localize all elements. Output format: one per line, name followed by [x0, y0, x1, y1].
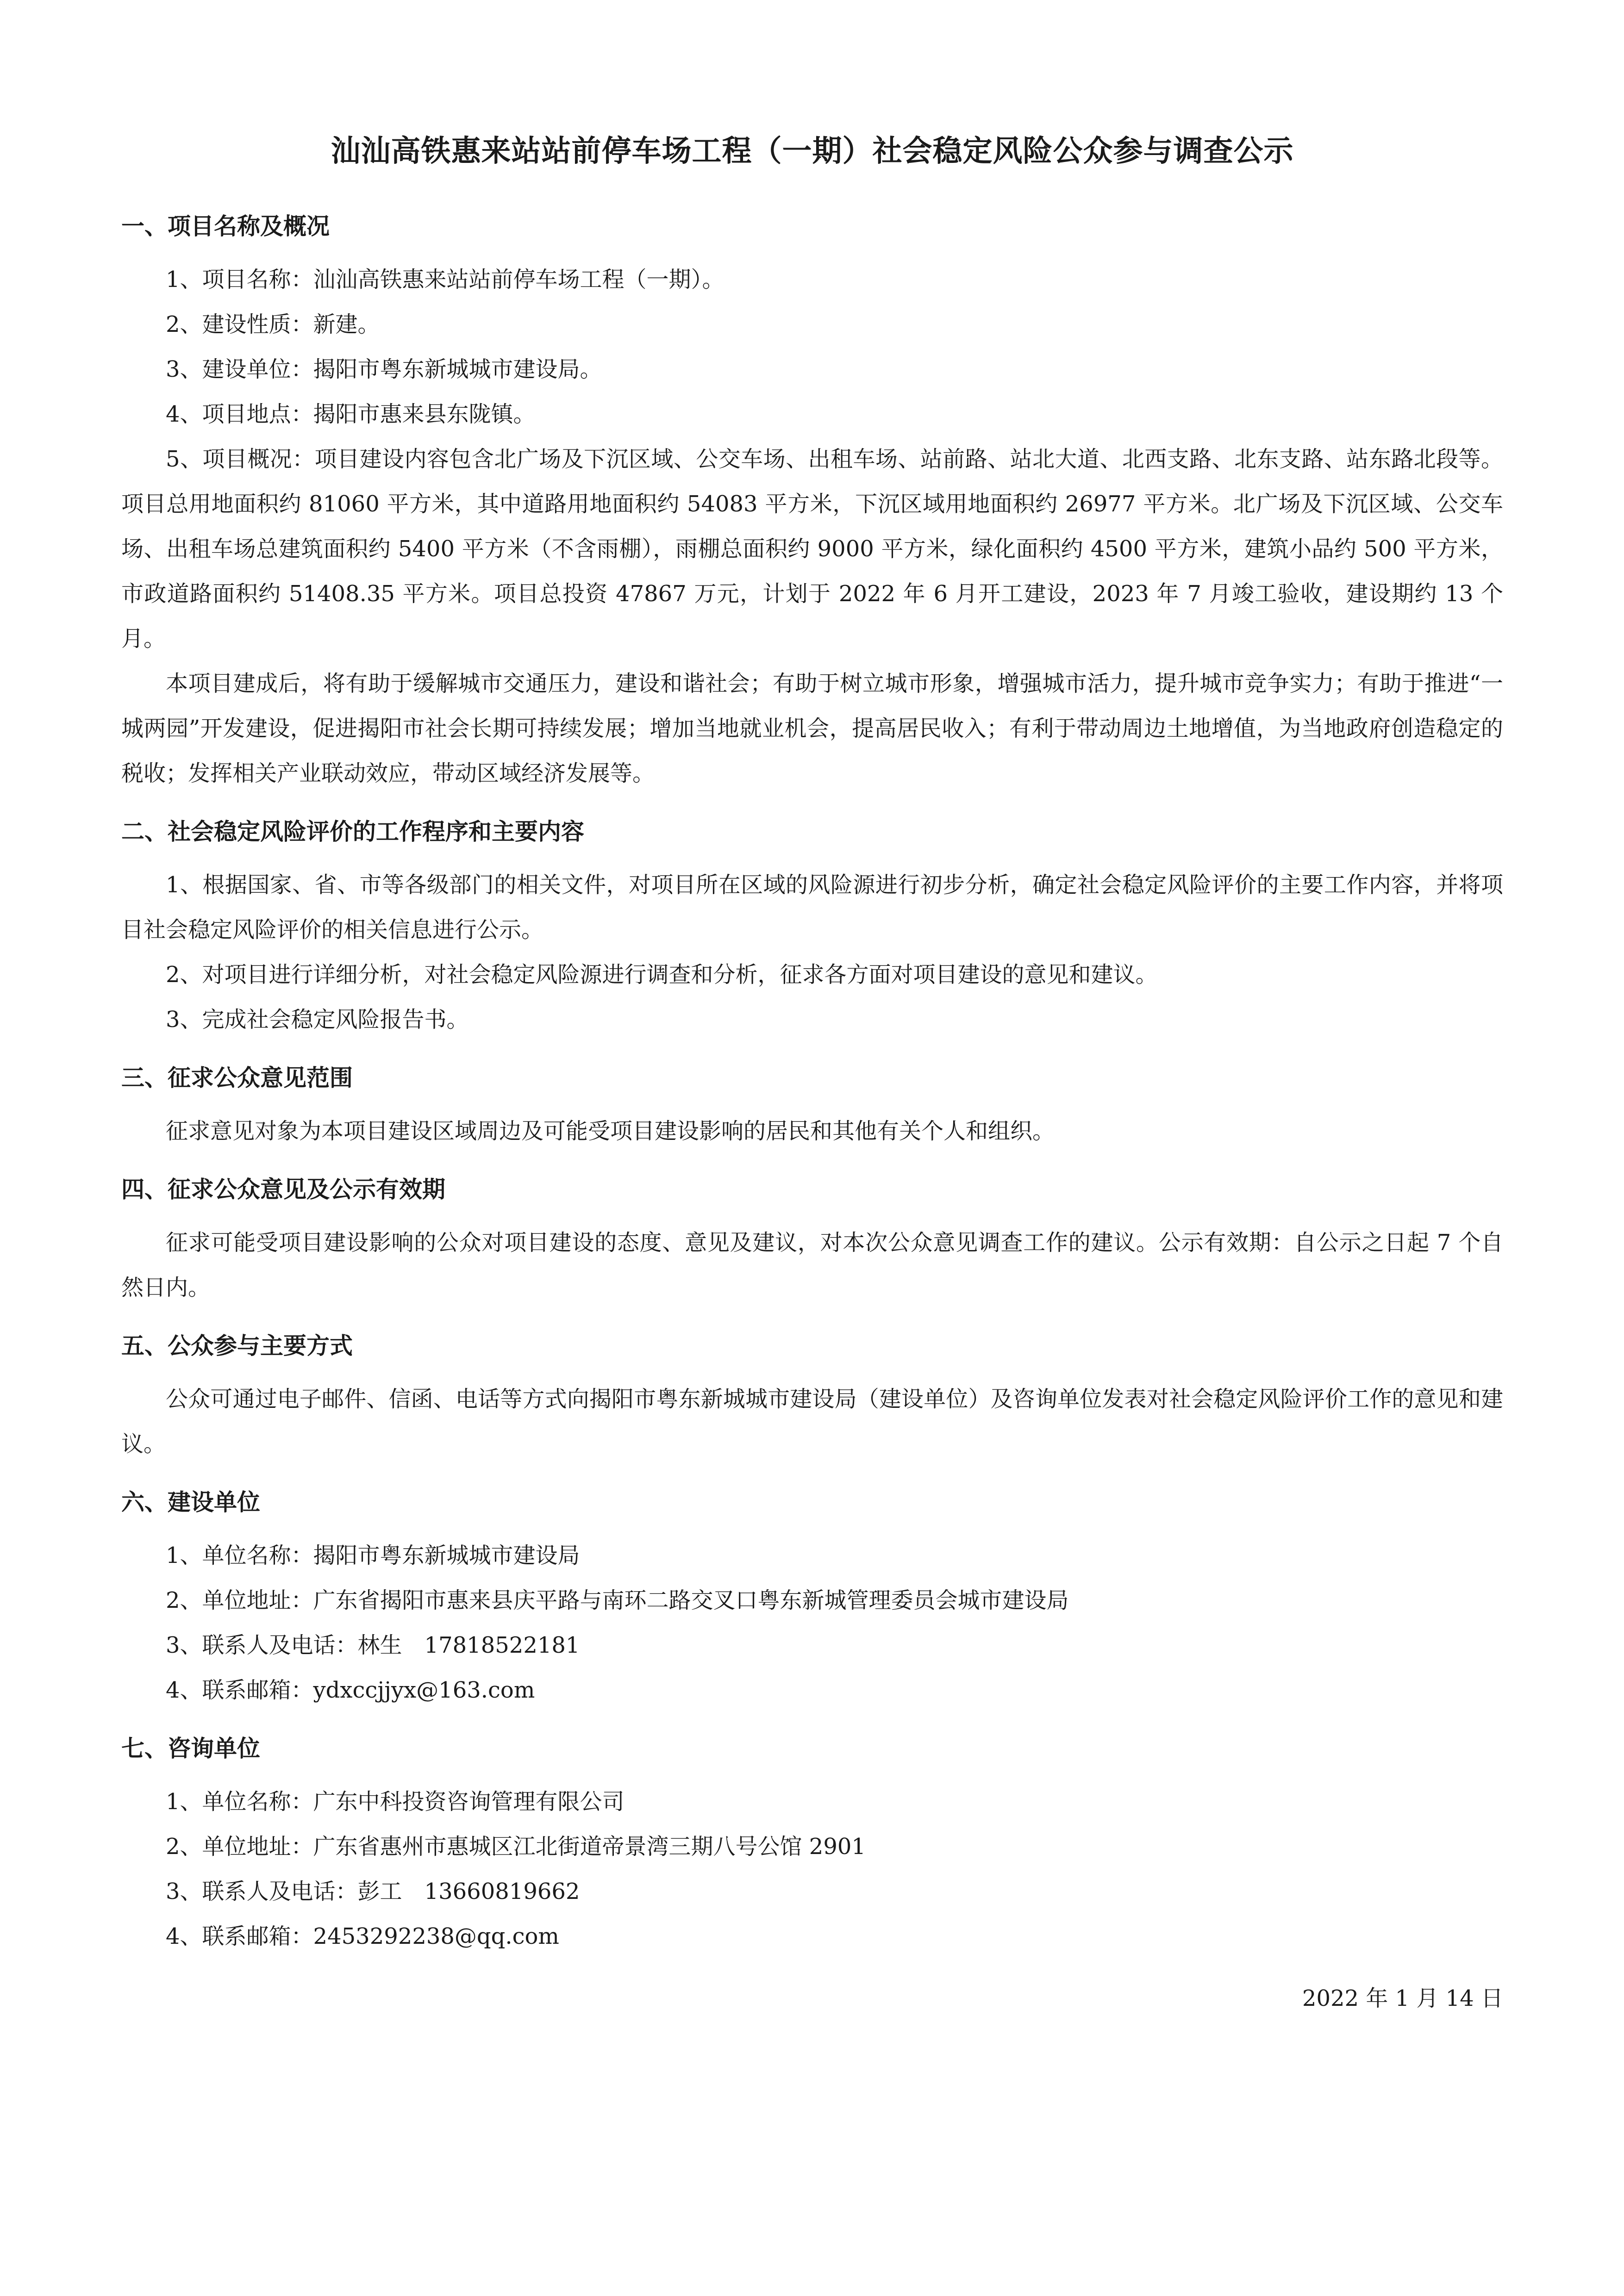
paragraph: 3、建设单位：揭阳市粤东新城城市建设局。: [166, 356, 602, 382]
section-heading: 一、项目名称及概况: [121, 213, 330, 240]
paragraph: 1、单位名称：广东中科投资咨询管理有限公司: [166, 1789, 625, 1815]
section-heading: 四、征求公众意见及公示有效期: [121, 1176, 445, 1203]
paragraph: 3、联系人及电话：林生 17818522181: [166, 1632, 580, 1658]
section-heading: 二、社会稳定风险评价的工作程序和主要内容: [121, 818, 584, 845]
paragraph: 本项目建成后，将有助于缓解城市交通压力，建设和谐社会；有助于树立城市形象，增强城市活力，提升城市竞争实力；有助于推进“一城两园”开发建设，促进揭阳市社会长期可持续发展；增加当地就业机会，提高居民收入；有利于带动周边土地增值，为当地政府创造稳定的税收；发挥相关产业联动效应，带动区域经济发展等。: [121, 671, 1503, 786]
paragraph: 征求意见对象为本项目建设区域周边及可能受项目建设影响的居民和其他有关个人和组织。: [166, 1118, 1055, 1144]
publication-date: 2022 年 1 月 14 日: [1302, 1985, 1503, 2011]
paragraph: 3、联系人及电话：彭工 13660819662: [166, 1879, 580, 1904]
paragraph: 3、完成社会稳定风险报告书。: [166, 1007, 469, 1033]
paragraph: 5、项目概况：项目建设内容包含北广场及下沉区域、公交车场、出租车场、站前路、站北大道、北西支路、北东支路、站东路北段等。项目总用地面积约 81060 平方米，其中道路用地面积约 54083 平方米，下沉区域用地面积约 26977 平方米。北广场及下沉区域、公交车场、出租车场总建筑面积约 5400 平方米（不含雨棚），雨棚总面积约 9000 平方米，绿化面积约 4500 平方米，建筑小品约 500 平方米，市政道路面积约 51408.35 平方米。项目总投资 47867 万元，计划于 2022 年 6 月开工建设，2023 年 7 月竣工验收，建设期约 13 个月。: [121, 446, 1503, 652]
paragraph: 1、项目名称：汕汕高铁惠来站站前停车场工程（一期）。: [166, 267, 725, 292]
paragraph: 2、对项目进行详细分析，对社会稳定风险源进行调查和分析，征求各方面对项目建设的意见和建议。: [166, 962, 1158, 988]
paragraph: 征求可能受项目建设影响的公众对项目建设的态度、意见及建议，对本次公众意见调查工作的建议。公示有效期：自公示之日起 7 个自然日内。: [121, 1230, 1503, 1300]
paragraph: 1、根据国家、省、市等各级部门的相关文件，对项目所在区域的风险源进行初步分析，确定社会稳定风险评价的主要工作内容，并将项目社会稳定风险评价的相关信息进行公示。: [121, 872, 1503, 943]
section-heading: 三、征求公众意见范围: [121, 1064, 353, 1091]
paragraph: 2、单位地址：广东省惠州市惠城区江北街道帝景湾三期八号公馆 2901: [166, 1834, 866, 1860]
section-construction-unit: [121, 1485, 1503, 1713]
section-heading: 六、建设单位: [121, 1489, 260, 1516]
section-participation: [121, 1329, 1503, 1467]
document-page: [121, 116, 1503, 2019]
section-consulting-unit: [121, 1731, 1503, 1959]
section-procedure: [121, 815, 1503, 1042]
section-heading: 五、公众参与主要方式: [121, 1332, 353, 1359]
section-validity: [121, 1172, 1503, 1310]
document-title: 汕汕高铁惠来站站前停车场工程（一期）社会稳定风险公众参与调查公示: [331, 134, 1294, 168]
section-heading: 七、咨询单位: [121, 1735, 260, 1762]
paragraph: 2、单位地址：广东省揭阳市惠来县庆平路与南环二路交叉口粤东新城管理委员会城市建设局: [166, 1587, 1069, 1613]
paragraph: 4、项目地点：揭阳市惠来县东陇镇。: [166, 401, 536, 427]
paragraph: 1、单位名称：揭阳市粤东新城城市建设局: [166, 1543, 580, 1568]
paragraph: 2、建设性质：新建。: [166, 311, 380, 337]
section-scope: [121, 1061, 1503, 1154]
paragraph: 4、联系邮箱：ydxccjjyx@163.com: [166, 1677, 535, 1703]
section-project-overview: [121, 209, 1503, 796]
paragraph: 公众可通过电子邮件、信函、电话等方式向揭阳市粤东新城城市建设局（建设单位）及咨询单位发表对社会稳定风险评价工作的意见和建议。: [121, 1386, 1503, 1457]
paragraph: 4、联系邮箱：2453292238@qq.com: [166, 1923, 559, 1949]
